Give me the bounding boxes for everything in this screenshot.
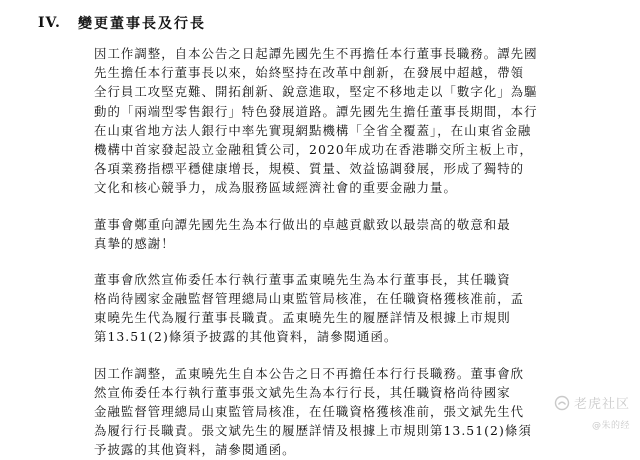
text-line: 為履行行長職責。張文斌先生的履歷詳情及根據上市規則第13.51(2)條須 [94,423,532,439]
text-line: 格尚待國家金融監督管理總局山東監管局核准，在任職資格獲核准前，孟 [94,291,525,307]
text-line: 然宣佈委任本行執行董事張文斌先生為本行行長，其任職資格尚待國家 [94,384,511,400]
text-line: 董事會鄭重向譚先國先生為本行做出的卓越貢獻致以最崇高的敬意和最 [94,216,511,232]
paragraph-gratitude [94,215,574,253]
paragraph-new-chairman [94,270,574,347]
paragraph-resignation-chairman [94,44,574,198]
body-text [94,44,574,460]
paragraph-new-president [94,364,574,460]
text-line: 機構中首家發起設立金融租賃公司，2020年成功在香港聯交所主板上市， [94,141,533,157]
text-line: 在山東省地方法人銀行中率先實現網點機構「全省全覆蓋」，在山東省金融 [94,122,532,138]
text-line: 金融監督管理總局山東監管局核准，在任職資格獲核准前，張文斌先生代 [94,404,525,419]
text-line: 因工作調整，自本公告之日起譚先國先生不再擔任本行董事長職務。譚先國 [94,46,538,61]
text-line: 予披露的其他資料，請參閱通函。 [94,442,296,458]
text-line: 董事會欣然宣佈委任本行執行董事孟東曉先生為本行董事長，其任職資 [94,271,511,287]
text-line: 真摯的感謝！ [94,235,175,251]
watermark-brand: 老虎社区 [573,397,630,412]
text-line: 第13.51(2)條須予披露的其他資料，請參閱通函。 [94,329,398,345]
section-heading [38,13,206,33]
text-line: 文化和核心競爭力，成為服務區域經濟社會的重要金融力量。 [94,180,457,196]
text-line: 各項業務指標平穩健康增長，規模、質量、效益協調發展，形成了獨特的 [94,161,525,177]
text-line: 全行員工攻堅克難、開拓創新、銳意進取，堅定不移地走以「數字化」為驅 [94,84,538,100]
watermark-handle: @朱的经 [591,421,630,431]
text-line: 先生擔任本行董事長以來，始終堅持在改革中創新，在發展中超越，帶領 [94,65,525,81]
section-title: 變更董事長及行長 [78,16,206,32]
text-line: 因工作調整，孟東曉先生自本公告之日不再擔任本行行長職務。董事會欣 [94,365,525,381]
text-line: 動的「兩端型零售銀行」特色發展道路。譚先國先生擔任董事長期間，本行 [94,103,538,119]
text-line: 東曉先生代為履行董事長職責。孟東曉先生的履歷詳情及根據上市規則 [94,310,511,326]
section-number: IV. [38,15,61,31]
